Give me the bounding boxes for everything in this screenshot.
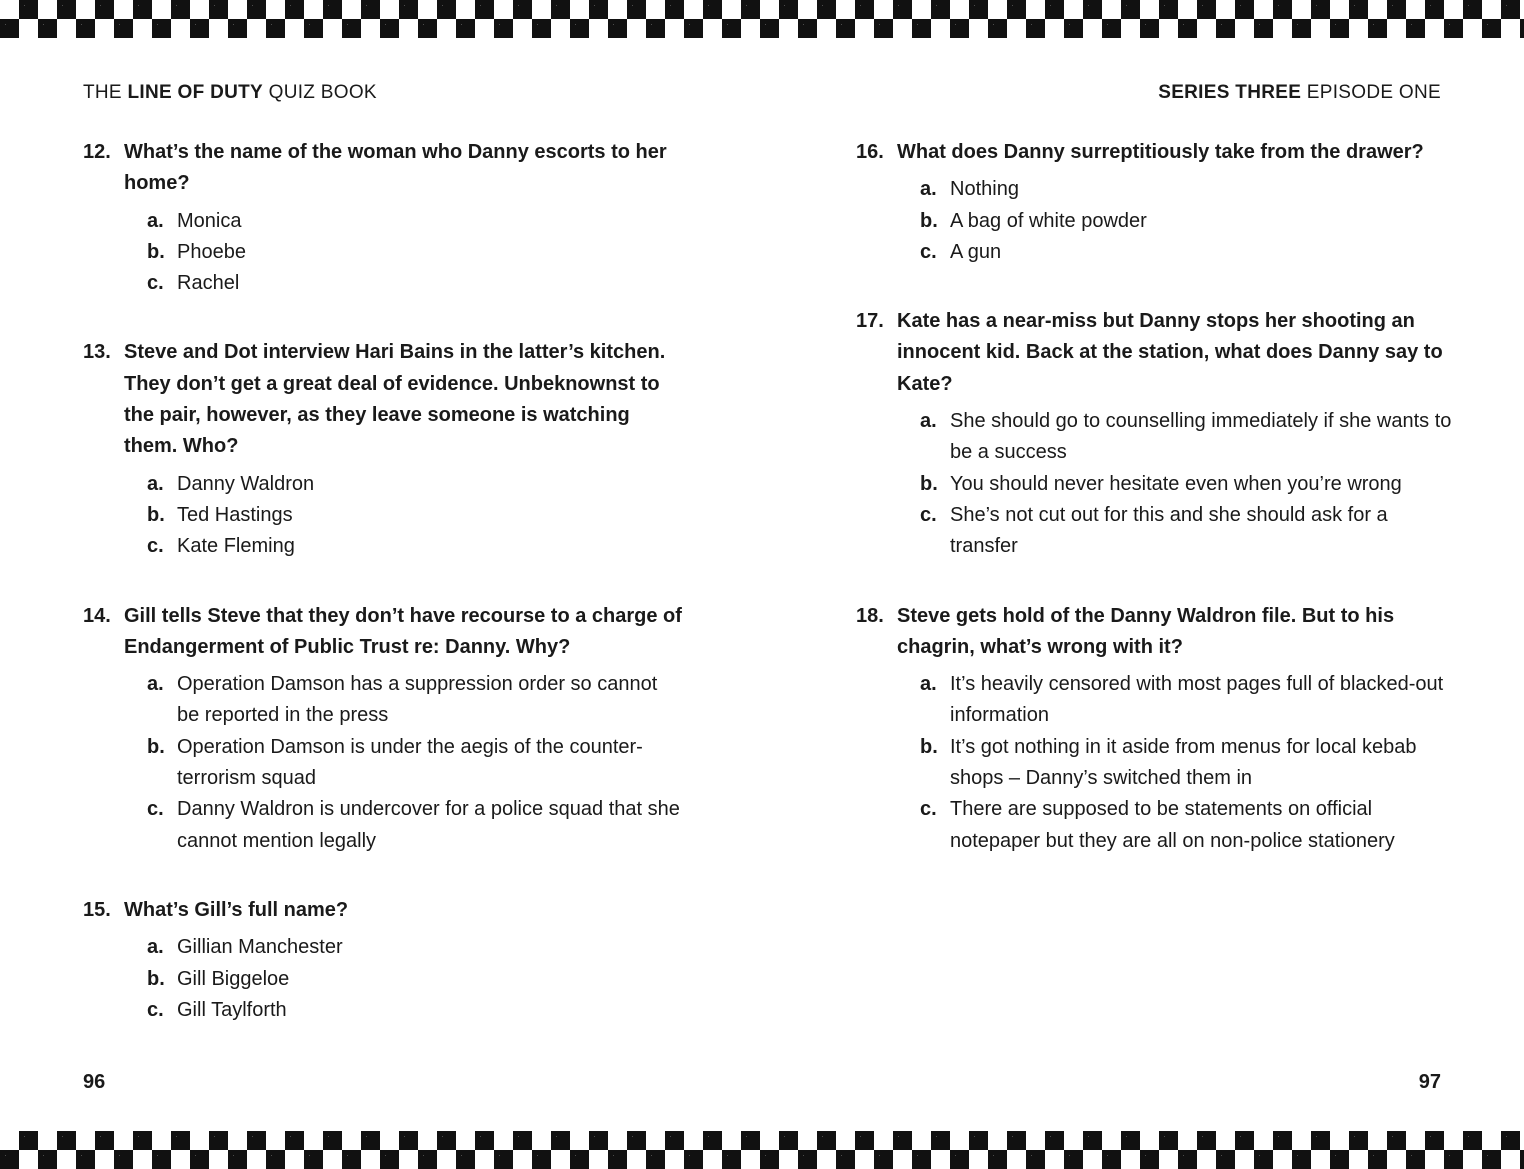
option-letter: a. — [147, 936, 164, 959]
checkered-border-bottom — [0, 1131, 1524, 1169]
question-number: 16. — [856, 141, 884, 163]
answer-option-b — [147, 237, 683, 268]
question-12 — [83, 137, 683, 299]
answer-option-a — [147, 469, 683, 500]
answer-options — [83, 206, 683, 300]
question-text: What’s Gill’s full name? — [124, 898, 349, 921]
answer-options — [83, 469, 683, 563]
answer-options — [856, 406, 1456, 562]
answer-option-a — [920, 174, 1456, 205]
option-letter: b. — [147, 240, 165, 263]
option-text: A bag of white powder — [950, 209, 1147, 232]
checkered-border-top — [0, 0, 1524, 38]
option-letter: b. — [147, 967, 165, 990]
option-letter: c. — [920, 503, 937, 526]
option-letter: c. — [147, 998, 164, 1021]
question-text: What’s the name of the woman who Danny escorts to her home? — [124, 141, 667, 195]
option-text: Phoebe — [177, 240, 246, 263]
question-number: 13. — [83, 341, 111, 364]
question-text: Steve gets hold of the Danny Waldron file. But to his chagrin, what’s wrong with it? — [897, 604, 1395, 658]
question-number: 15. — [83, 898, 111, 921]
option-text: Monica — [177, 209, 242, 232]
running-head-section — [1158, 82, 1441, 104]
option-letter: c. — [147, 798, 164, 821]
option-letter: a. — [920, 178, 937, 201]
section-series: SERIES THREE — [1158, 82, 1302, 103]
question-text: What does Danny surreptitiously take from the drawer? — [897, 141, 1424, 163]
option-text: You should never hesitate even when you’re wrong — [950, 472, 1402, 495]
option-letter: b. — [920, 472, 938, 495]
question-number: 12. — [83, 141, 111, 163]
answer-option-c — [920, 237, 1456, 268]
option-text: She should go to counselling immediately if she wants to be a success — [950, 410, 1452, 464]
option-text: It’s got nothing in it aside from menus for local kebab shops – Danny’s switched them in — [950, 735, 1417, 790]
option-text: Ted Hastings — [177, 503, 293, 526]
page-number-left: 96 — [83, 1071, 106, 1093]
question-14 — [83, 601, 683, 857]
answer-option-a — [147, 932, 683, 963]
option-text: Operation Damson has a suppression order so cannot be reported in the press — [177, 673, 658, 727]
answer-option-a — [920, 669, 1456, 732]
question-18 — [856, 601, 1456, 857]
book-title-bold: LINE OF DUTY — [127, 82, 264, 103]
answer-option-c — [147, 995, 683, 1026]
question-17 — [856, 306, 1456, 562]
option-letter: a. — [920, 410, 937, 433]
option-letter: a. — [147, 472, 164, 495]
answer-options — [856, 669, 1456, 857]
question-13 — [83, 337, 683, 562]
question-16 — [856, 137, 1456, 268]
question-text: Kate has a near-miss but Danny stops her shooting an innocent kid. Back at the station, what does Danny say to Kate? — [897, 310, 1443, 395]
option-letter: c. — [920, 798, 937, 821]
option-letter: c. — [147, 272, 164, 295]
answer-options — [83, 669, 683, 857]
option-text: Operation Damson is under the aegis of the counter-terrorism squad — [177, 735, 643, 790]
answer-option-b — [920, 206, 1456, 237]
option-letter: c. — [920, 240, 937, 263]
answer-option-a — [920, 406, 1456, 469]
option-letter: b. — [920, 209, 938, 232]
option-text: Nothing — [950, 178, 1019, 201]
option-letter: a. — [147, 209, 164, 232]
option-letter: b. — [147, 735, 165, 758]
section-episode: EPISODE ONE — [1301, 82, 1441, 103]
option-letter: a. — [147, 673, 164, 696]
book-title-suffix: QUIZ BOOK — [263, 82, 377, 103]
option-text: Danny Waldron — [177, 472, 315, 495]
question-text: Gill tells Steve that they don’t have recourse to a charge of Endangerment of Public Trust re: Danny. Why? — [124, 604, 682, 658]
page-number-right: 97 — [1418, 1071, 1441, 1093]
answer-option-c — [920, 794, 1456, 857]
option-text: Rachel — [177, 272, 240, 295]
right-page-questions — [856, 137, 1456, 895]
answer-options — [856, 174, 1456, 268]
option-text: There are supposed to be statements on official notepaper but they are all on non-police stationery — [950, 798, 1395, 852]
option-text: It’s heavily censored with most pages full of blacked-out information — [950, 673, 1444, 727]
answer-option-c — [147, 268, 683, 299]
answer-option-c — [147, 794, 683, 857]
book-title-prefix: THE — [83, 82, 128, 103]
option-text: Kate Fleming — [177, 535, 295, 558]
answer-option-b — [147, 964, 683, 995]
option-text: Danny Waldron is undercover for a police squad that she cannot mention legally — [177, 798, 680, 852]
option-text: Gillian Manchester — [177, 936, 343, 959]
answer-option-a — [147, 206, 683, 237]
answer-option-a — [147, 669, 683, 732]
question-15 — [83, 895, 683, 1026]
left-page-questions — [83, 137, 683, 1064]
option-letter: b. — [920, 735, 938, 758]
answer-option-b — [147, 732, 683, 795]
option-text: A gun — [950, 240, 1002, 263]
option-text: She’s not cut out for this and she should ask for a transfer — [950, 503, 1388, 558]
answer-option-b — [147, 500, 683, 531]
question-number: 14. — [83, 604, 111, 627]
answer-option-b — [920, 732, 1456, 795]
answer-option-c — [920, 500, 1456, 563]
answer-option-c — [147, 531, 683, 562]
option-letter: b. — [147, 503, 165, 526]
option-letter: c. — [147, 535, 164, 558]
question-text: Steve and Dot interview Hari Bains in the latter’s kitchen. They don’t get a great deal of evidence. Unbeknownst to the pair, however, as they leave someone is watching them. Who? — [124, 341, 666, 458]
answer-option-b — [920, 469, 1456, 500]
option-text: Gill Taylforth — [177, 998, 287, 1021]
answer-options — [83, 932, 683, 1026]
running-head-book-title — [83, 82, 377, 104]
question-number: 17. — [856, 310, 884, 333]
option-letter: a. — [920, 673, 937, 696]
question-number: 18. — [856, 604, 884, 627]
option-text: Gill Biggeloe — [177, 967, 290, 990]
